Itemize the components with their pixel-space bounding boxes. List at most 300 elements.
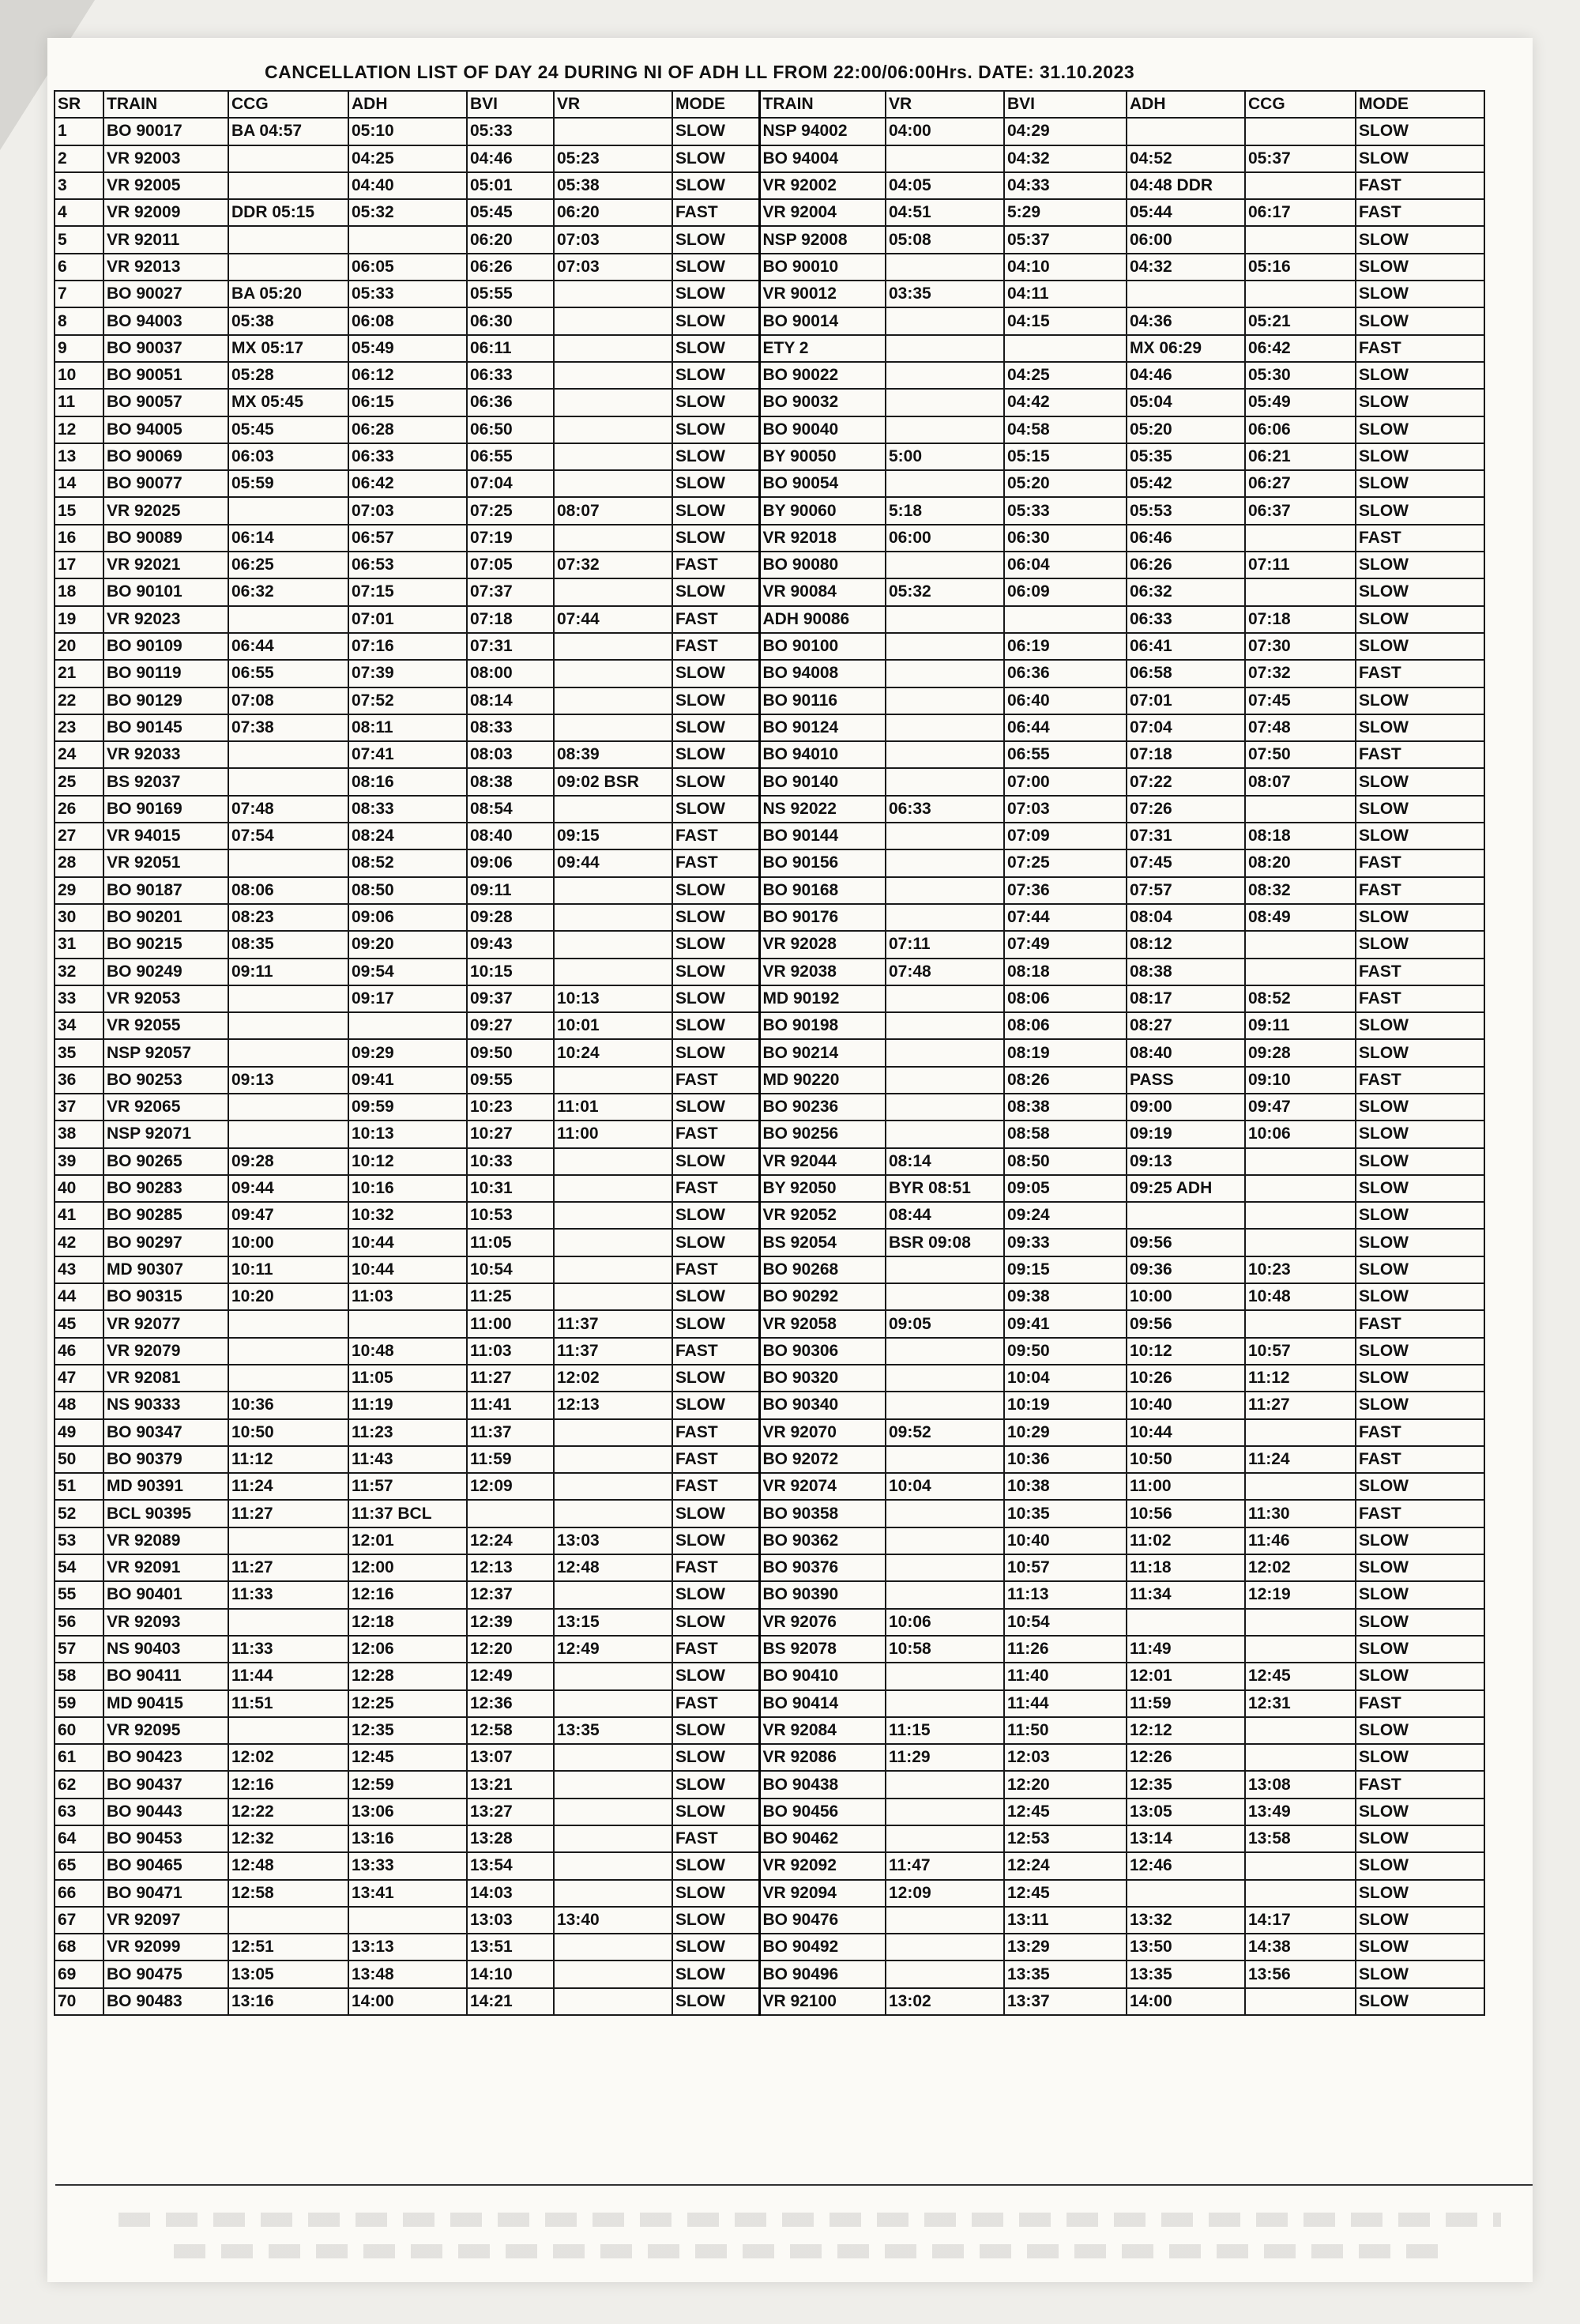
cell-vr bbox=[554, 660, 672, 687]
cell-vr-up bbox=[886, 307, 1004, 334]
cell-sr: 5 bbox=[55, 226, 103, 253]
cell-bvi-up: 08:50 bbox=[1004, 1148, 1127, 1175]
cell-bvi: 13:27 bbox=[467, 1799, 554, 1825]
cell-mode: SLOW bbox=[672, 335, 759, 362]
cell-vr-up bbox=[886, 1094, 1004, 1121]
cell-ccg bbox=[228, 226, 348, 253]
header-ccg-up: CCG bbox=[1245, 91, 1356, 118]
cell-sr: 32 bbox=[55, 959, 103, 985]
cell-ccg-up: 13:56 bbox=[1245, 1961, 1356, 1987]
cell-vr-up bbox=[886, 1799, 1004, 1825]
cell-vr-up bbox=[886, 660, 1004, 687]
cell-bvi: 06:55 bbox=[467, 443, 554, 470]
cell-bvi: 08:38 bbox=[467, 768, 554, 795]
cell-train-up: MD 90192 bbox=[759, 985, 886, 1012]
cell-train: VR 92021 bbox=[103, 552, 228, 578]
cell-train-up: BO 90496 bbox=[759, 1961, 886, 1987]
cell-ccg-up: 12:02 bbox=[1245, 1554, 1356, 1581]
header-mode: MODE bbox=[672, 91, 759, 118]
header-bvi: BVI bbox=[467, 91, 554, 118]
cell-adh: 08:16 bbox=[348, 768, 467, 795]
cell-sr: 48 bbox=[55, 1392, 103, 1418]
cell-mode-up: SLOW bbox=[1356, 1852, 1484, 1879]
cell-bvi: 11:03 bbox=[467, 1338, 554, 1365]
cell-train: VR 92013 bbox=[103, 254, 228, 281]
cell-bvi-up: 06:36 bbox=[1004, 660, 1127, 687]
cell-mode-up: SLOW bbox=[1356, 1121, 1484, 1147]
cell-bvi-up: 04:11 bbox=[1004, 281, 1127, 307]
cell-train: BO 90057 bbox=[103, 389, 228, 416]
cell-train-up: BO 90456 bbox=[759, 1799, 886, 1825]
cell-mode: FAST bbox=[672, 1256, 759, 1283]
cell-bvi: 08:33 bbox=[467, 714, 554, 741]
cell-ccg: 12:48 bbox=[228, 1852, 348, 1879]
cell-train-up: VR 92086 bbox=[759, 1744, 886, 1771]
table-row bbox=[55, 1554, 1484, 1581]
cell-train-up: BO 90292 bbox=[759, 1283, 886, 1310]
cell-mode-up: SLOW bbox=[1356, 497, 1484, 524]
cell-adh-up: 07:57 bbox=[1127, 877, 1245, 904]
cell-vr bbox=[554, 1473, 672, 1500]
cell-vr: 11:37 bbox=[554, 1338, 672, 1365]
cell-mode-up: SLOW bbox=[1356, 281, 1484, 307]
cell-ccg-up: 06:42 bbox=[1245, 335, 1356, 362]
cell-adh-up: 13:32 bbox=[1127, 1907, 1245, 1934]
cell-bvi-up: 11:13 bbox=[1004, 1581, 1127, 1608]
cell-sr: 42 bbox=[55, 1229, 103, 1256]
cell-bvi-up: 05:33 bbox=[1004, 497, 1127, 524]
cell-train-up: MD 90220 bbox=[759, 1067, 886, 1094]
cell-mode-up: SLOW bbox=[1356, 1148, 1484, 1175]
cell-sr: 14 bbox=[55, 470, 103, 497]
cell-sr: 61 bbox=[55, 1744, 103, 1771]
cell-adh-up: 09:56 bbox=[1127, 1310, 1245, 1337]
cell-mode: SLOW bbox=[672, 362, 759, 389]
cell-bvi-up: 07:00 bbox=[1004, 768, 1127, 795]
cell-ccg-up bbox=[1245, 1148, 1356, 1175]
cell-vr-up bbox=[886, 1446, 1004, 1473]
cell-bvi-up: 04:32 bbox=[1004, 145, 1127, 172]
cell-train-up: BO 90054 bbox=[759, 470, 886, 497]
table-row bbox=[55, 1799, 1484, 1825]
cell-bvi-up: 08:26 bbox=[1004, 1067, 1127, 1094]
cell-adh-up: 05:20 bbox=[1127, 416, 1245, 443]
cell-vr-up bbox=[886, 768, 1004, 795]
cell-sr: 22 bbox=[55, 687, 103, 714]
cell-sr: 13 bbox=[55, 443, 103, 470]
cell-vr bbox=[554, 118, 672, 145]
cell-bvi-up: 09:41 bbox=[1004, 1310, 1127, 1337]
cell-vr-up bbox=[886, 254, 1004, 281]
cell-vr-up: 08:44 bbox=[886, 1202, 1004, 1229]
cell-train: BO 90423 bbox=[103, 1744, 228, 1771]
cell-train-up: BO 90100 bbox=[759, 633, 886, 660]
cell-mode: SLOW bbox=[672, 226, 759, 253]
cell-ccg bbox=[228, 741, 348, 768]
cell-ccg-up: 07:50 bbox=[1245, 741, 1356, 768]
cell-mode-up: SLOW bbox=[1356, 1229, 1484, 1256]
cell-mode: SLOW bbox=[672, 1365, 759, 1392]
cell-vr: 07:03 bbox=[554, 226, 672, 253]
cell-ccg: 11:27 bbox=[228, 1500, 348, 1527]
cell-mode: SLOW bbox=[672, 1527, 759, 1554]
cell-bvi: 10:33 bbox=[467, 1148, 554, 1175]
cell-adh: 07:39 bbox=[348, 660, 467, 687]
cell-vr bbox=[554, 1256, 672, 1283]
cell-adh-up: 04:52 bbox=[1127, 145, 1245, 172]
cell-vr-up: 11:15 bbox=[886, 1717, 1004, 1744]
cell-ccg: 11:12 bbox=[228, 1446, 348, 1473]
cell-train: VR 92095 bbox=[103, 1717, 228, 1744]
cell-vr-up bbox=[886, 1825, 1004, 1852]
cell-sr: 26 bbox=[55, 796, 103, 823]
cell-train: BO 90145 bbox=[103, 714, 228, 741]
table-row bbox=[55, 741, 1484, 768]
cell-bvi-up: 10:04 bbox=[1004, 1365, 1127, 1392]
cell-bvi-up: 04:29 bbox=[1004, 118, 1127, 145]
cell-sr: 60 bbox=[55, 1717, 103, 1744]
cell-ccg bbox=[228, 1094, 348, 1121]
cell-vr-up bbox=[886, 1039, 1004, 1066]
cell-ccg: 09:28 bbox=[228, 1148, 348, 1175]
cell-sr: 70 bbox=[55, 1988, 103, 2015]
cell-ccg: BA 05:20 bbox=[228, 281, 348, 307]
cell-train: BO 90453 bbox=[103, 1825, 228, 1852]
cell-vr-up: 5:18 bbox=[886, 497, 1004, 524]
cell-adh-up: PASS bbox=[1127, 1067, 1245, 1094]
cell-train-up: BO 90010 bbox=[759, 254, 886, 281]
cell-adh: 05:10 bbox=[348, 118, 467, 145]
cell-adh-up: 06:58 bbox=[1127, 660, 1245, 687]
cell-vr bbox=[554, 281, 672, 307]
cell-vr-up bbox=[886, 823, 1004, 849]
cell-sr: 51 bbox=[55, 1473, 103, 1500]
cell-adh: 12:16 bbox=[348, 1581, 467, 1608]
cell-bvi-up: 13:35 bbox=[1004, 1961, 1127, 1987]
cell-mode: FAST bbox=[672, 199, 759, 226]
cell-adh-up: 13:14 bbox=[1127, 1825, 1245, 1852]
cell-bvi-up: 06:30 bbox=[1004, 525, 1127, 552]
cell-adh: 12:59 bbox=[348, 1771, 467, 1798]
cell-mode-up: SLOW bbox=[1356, 904, 1484, 931]
cell-adh: 08:11 bbox=[348, 714, 467, 741]
cell-bvi: 09:27 bbox=[467, 1012, 554, 1039]
header-adh: ADH bbox=[348, 91, 467, 118]
cell-vr: 07:44 bbox=[554, 606, 672, 633]
cell-adh: 08:50 bbox=[348, 877, 467, 904]
cell-mode: SLOW bbox=[672, 1609, 759, 1636]
cell-ccg-up: 08:07 bbox=[1245, 768, 1356, 795]
cell-adh: 10:44 bbox=[348, 1229, 467, 1256]
cell-bvi-up: 04:15 bbox=[1004, 307, 1127, 334]
cell-vr: 08:39 bbox=[554, 741, 672, 768]
cell-mode: SLOW bbox=[672, 525, 759, 552]
cell-ccg-up bbox=[1245, 1473, 1356, 1500]
cell-ccg-up bbox=[1245, 1310, 1356, 1337]
cell-train: VR 92053 bbox=[103, 985, 228, 1012]
cell-ccg: 11:27 bbox=[228, 1554, 348, 1581]
table-row bbox=[55, 1717, 1484, 1744]
cell-sr: 49 bbox=[55, 1419, 103, 1446]
cell-adh-up: 09:13 bbox=[1127, 1148, 1245, 1175]
cell-adh: 13:48 bbox=[348, 1961, 467, 1987]
cell-vr bbox=[554, 1690, 672, 1717]
cell-mode: SLOW bbox=[672, 1717, 759, 1744]
cell-vr: 05:38 bbox=[554, 172, 672, 199]
cell-mode: FAST bbox=[672, 1690, 759, 1717]
cell-sr: 36 bbox=[55, 1067, 103, 1094]
table-row bbox=[55, 578, 1484, 605]
cell-train: BO 90471 bbox=[103, 1880, 228, 1907]
cell-adh: 07:01 bbox=[348, 606, 467, 633]
cell-mode-up: SLOW bbox=[1356, 687, 1484, 714]
cell-vr bbox=[554, 1880, 672, 1907]
cell-ccg-up: 07:48 bbox=[1245, 714, 1356, 741]
cell-adh-up: 04:48 DDR bbox=[1127, 172, 1245, 199]
cell-ccg-up: 07:30 bbox=[1245, 633, 1356, 660]
cell-vr bbox=[554, 335, 672, 362]
cell-vr-up bbox=[886, 1392, 1004, 1418]
cell-adh: 10:44 bbox=[348, 1256, 467, 1283]
cell-sr: 35 bbox=[55, 1039, 103, 1066]
cell-sr: 64 bbox=[55, 1825, 103, 1852]
cell-mode: SLOW bbox=[672, 959, 759, 985]
cell-bvi: 09:50 bbox=[467, 1039, 554, 1066]
table-row bbox=[55, 1852, 1484, 1879]
cell-sr: 2 bbox=[55, 145, 103, 172]
cell-ccg-up: 09:47 bbox=[1245, 1094, 1356, 1121]
table-row bbox=[55, 1609, 1484, 1636]
cell-vr-up bbox=[886, 633, 1004, 660]
cell-ccg: 11:51 bbox=[228, 1690, 348, 1717]
cell-mode: SLOW bbox=[672, 281, 759, 307]
cell-bvi: 07:18 bbox=[467, 606, 554, 633]
cell-adh: 12:28 bbox=[348, 1663, 467, 1689]
cell-bvi-up: 11:50 bbox=[1004, 1717, 1127, 1744]
cell-bvi: 13:21 bbox=[467, 1771, 554, 1798]
cell-adh: 08:24 bbox=[348, 823, 467, 849]
cell-bvi-up: 11:26 bbox=[1004, 1636, 1127, 1663]
cell-train: BO 90201 bbox=[103, 904, 228, 931]
cell-train-up: BO 90032 bbox=[759, 389, 886, 416]
cell-adh: 06:15 bbox=[348, 389, 467, 416]
cell-adh: 07:52 bbox=[348, 687, 467, 714]
cell-vr bbox=[554, 687, 672, 714]
cell-train-up: BS 92078 bbox=[759, 1636, 886, 1663]
cell-mode: SLOW bbox=[672, 1852, 759, 1879]
cell-mode: FAST bbox=[672, 1636, 759, 1663]
cell-vr-up bbox=[886, 1121, 1004, 1147]
cell-sr: 37 bbox=[55, 1094, 103, 1121]
cell-vr: 07:03 bbox=[554, 254, 672, 281]
cell-train: BO 90051 bbox=[103, 362, 228, 389]
cell-sr: 58 bbox=[55, 1663, 103, 1689]
cell-bvi: 06:33 bbox=[467, 362, 554, 389]
cell-adh: 13:06 bbox=[348, 1799, 467, 1825]
cell-ccg: MX 05:17 bbox=[228, 335, 348, 362]
cell-bvi: 10:15 bbox=[467, 959, 554, 985]
header-sr: SR bbox=[55, 91, 103, 118]
cell-adh-up: 10:44 bbox=[1127, 1419, 1245, 1446]
cell-adh-up: 12:35 bbox=[1127, 1771, 1245, 1798]
cell-adh-up: 07:04 bbox=[1127, 714, 1245, 741]
cell-vr: 09:15 bbox=[554, 823, 672, 849]
cell-vr: 12:02 bbox=[554, 1365, 672, 1392]
cell-mode-up: FAST bbox=[1356, 1419, 1484, 1446]
cell-ccg: 13:16 bbox=[228, 1988, 348, 2015]
cell-mode-up: FAST bbox=[1356, 1690, 1484, 1717]
cell-train: VR 92011 bbox=[103, 226, 228, 253]
cell-bvi: 12:49 bbox=[467, 1663, 554, 1689]
cell-ccg: BA 04:57 bbox=[228, 118, 348, 145]
cell-ccg-up: 08:52 bbox=[1245, 985, 1356, 1012]
header-train-up: TRAIN bbox=[759, 91, 886, 118]
cell-adh: 08:52 bbox=[348, 849, 467, 876]
table-row bbox=[55, 1825, 1484, 1852]
cell-adh-up: 08:04 bbox=[1127, 904, 1245, 931]
cell-train: VR 92023 bbox=[103, 606, 228, 633]
cell-vr-up: 04:51 bbox=[886, 199, 1004, 226]
cell-adh: 06:53 bbox=[348, 552, 467, 578]
cell-mode: FAST bbox=[672, 1067, 759, 1094]
cell-train-up: BO 90414 bbox=[759, 1690, 886, 1717]
cell-mode: SLOW bbox=[672, 1663, 759, 1689]
cell-mode-up: SLOW bbox=[1356, 1473, 1484, 1500]
cell-train-up: VR 92100 bbox=[759, 1988, 886, 2015]
cell-vr: 08:07 bbox=[554, 497, 672, 524]
cell-bvi: 09:55 bbox=[467, 1067, 554, 1094]
cell-adh-up: 08:12 bbox=[1127, 931, 1245, 958]
cell-train-up: VR 92004 bbox=[759, 199, 886, 226]
table-row bbox=[55, 226, 1484, 253]
cell-vr-up: 10:06 bbox=[886, 1609, 1004, 1636]
cell-ccg-up bbox=[1245, 578, 1356, 605]
cell-adh-up: 09:36 bbox=[1127, 1256, 1245, 1283]
cell-adh: 07:15 bbox=[348, 578, 467, 605]
cell-ccg-up: 06:27 bbox=[1245, 470, 1356, 497]
cell-ccg-up: 11:12 bbox=[1245, 1365, 1356, 1392]
cell-vr bbox=[554, 904, 672, 931]
cell-adh-up: 07:22 bbox=[1127, 768, 1245, 795]
cell-vr-up: 03:35 bbox=[886, 281, 1004, 307]
cell-ccg-up: 12:19 bbox=[1245, 1581, 1356, 1608]
cell-train: BO 90475 bbox=[103, 1961, 228, 1987]
cell-ccg-up: 13:58 bbox=[1245, 1825, 1356, 1852]
cell-ccg bbox=[228, 1717, 348, 1744]
cell-train: BO 90119 bbox=[103, 660, 228, 687]
cell-adh-up: 09:25 ADH bbox=[1127, 1175, 1245, 1202]
cell-train-up: BO 90462 bbox=[759, 1825, 886, 1852]
cell-mode: SLOW bbox=[672, 1094, 759, 1121]
cell-train: BO 90077 bbox=[103, 470, 228, 497]
cell-adh bbox=[348, 1310, 467, 1337]
cell-vr-up bbox=[886, 1338, 1004, 1365]
cell-train-up: VR 92070 bbox=[759, 1419, 886, 1446]
cell-ccg: 09:13 bbox=[228, 1067, 348, 1094]
cell-bvi: 14:21 bbox=[467, 1988, 554, 2015]
cell-mode-up: SLOW bbox=[1356, 606, 1484, 633]
cell-sr: 28 bbox=[55, 849, 103, 876]
cell-ccg bbox=[228, 497, 348, 524]
cell-adh bbox=[348, 1907, 467, 1934]
cell-mode-up: SLOW bbox=[1356, 1554, 1484, 1581]
cell-sr: 45 bbox=[55, 1310, 103, 1337]
cell-mode-up: SLOW bbox=[1356, 714, 1484, 741]
cell-bvi: 07:05 bbox=[467, 552, 554, 578]
cell-adh-up: 05:35 bbox=[1127, 443, 1245, 470]
cell-bvi: 06:20 bbox=[467, 226, 554, 253]
table-row bbox=[55, 1175, 1484, 1202]
cell-adh: 11:37 BCL bbox=[348, 1500, 467, 1527]
cell-bvi-up: 5:29 bbox=[1004, 199, 1127, 226]
cell-adh-up: MX 06:29 bbox=[1127, 335, 1245, 362]
cell-train-up: BO 90320 bbox=[759, 1365, 886, 1392]
cell-mode-up: SLOW bbox=[1356, 443, 1484, 470]
header-vr: VR bbox=[554, 91, 672, 118]
cell-train: BO 90037 bbox=[103, 335, 228, 362]
cell-ccg: 05:38 bbox=[228, 307, 348, 334]
cell-adh-up: 12:01 bbox=[1127, 1663, 1245, 1689]
table-row bbox=[55, 1880, 1484, 1907]
table-row bbox=[55, 1148, 1484, 1175]
cell-adh-up: 10:00 bbox=[1127, 1283, 1245, 1310]
cell-bvi: 11:05 bbox=[467, 1229, 554, 1256]
cell-train-up: BY 90050 bbox=[759, 443, 886, 470]
cell-sr: 20 bbox=[55, 633, 103, 660]
cell-ccg: 13:05 bbox=[228, 1961, 348, 1987]
cell-train: BO 90101 bbox=[103, 578, 228, 605]
cell-mode: FAST bbox=[672, 1419, 759, 1446]
cell-ccg: 06:14 bbox=[228, 525, 348, 552]
cell-train: BO 90283 bbox=[103, 1175, 228, 1202]
cell-adh: 09:59 bbox=[348, 1094, 467, 1121]
cell-bvi-up: 06:55 bbox=[1004, 741, 1127, 768]
cell-vr-up bbox=[886, 1256, 1004, 1283]
cell-bvi: 13:28 bbox=[467, 1825, 554, 1852]
cell-mode-up: SLOW bbox=[1356, 823, 1484, 849]
cell-bvi: 04:46 bbox=[467, 145, 554, 172]
cell-ccg-up bbox=[1245, 1636, 1356, 1663]
cell-vr bbox=[554, 714, 672, 741]
cell-bvi: 09:37 bbox=[467, 985, 554, 1012]
cell-adh: 13:33 bbox=[348, 1852, 467, 1879]
cell-sr: 18 bbox=[55, 578, 103, 605]
table-row bbox=[55, 959, 1484, 985]
cell-bvi: 11:41 bbox=[467, 1392, 554, 1418]
cell-ccg-up: 06:17 bbox=[1245, 199, 1356, 226]
cell-ccg-up: 06:37 bbox=[1245, 497, 1356, 524]
cell-adh: 06:28 bbox=[348, 416, 467, 443]
cell-bvi-up: 10:19 bbox=[1004, 1392, 1127, 1418]
cell-vr: 07:32 bbox=[554, 552, 672, 578]
cell-train-up: VR 92094 bbox=[759, 1880, 886, 1907]
cell-vr bbox=[554, 1148, 672, 1175]
cell-sr: 55 bbox=[55, 1581, 103, 1608]
cell-vr bbox=[554, 1771, 672, 1798]
cell-ccg-up bbox=[1245, 226, 1356, 253]
cell-mode-up: FAST bbox=[1356, 1500, 1484, 1527]
cell-vr: 13:03 bbox=[554, 1527, 672, 1554]
cell-vr bbox=[554, 1852, 672, 1879]
cell-mode: FAST bbox=[672, 1121, 759, 1147]
cell-train: VR 94015 bbox=[103, 823, 228, 849]
table-row bbox=[55, 1663, 1484, 1689]
cell-train-up: BO 90116 bbox=[759, 687, 886, 714]
cell-ccg: 08:23 bbox=[228, 904, 348, 931]
cell-ccg: 06:32 bbox=[228, 578, 348, 605]
table-row bbox=[55, 199, 1484, 226]
cell-mode: SLOW bbox=[672, 1012, 759, 1039]
